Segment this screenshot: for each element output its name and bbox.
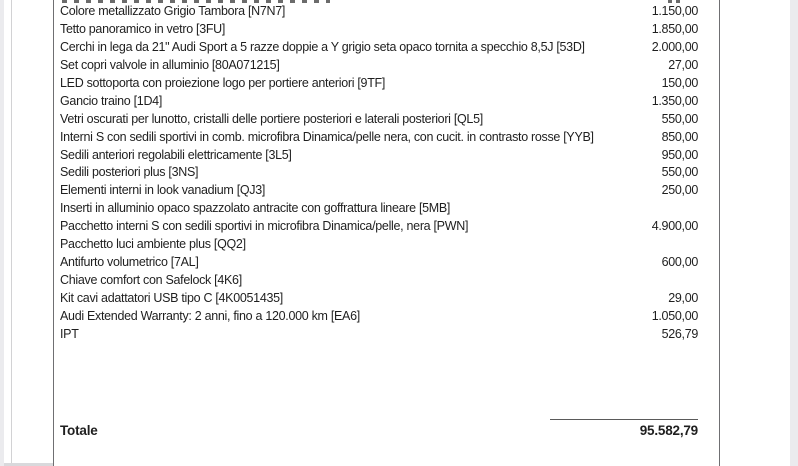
option-price: 600,00 (661, 255, 698, 270)
table-row (60, 254, 698, 272)
table-row (60, 326, 698, 344)
table-row (60, 75, 698, 93)
option-price: 550,00 (661, 165, 698, 180)
options-table (60, 3, 698, 344)
viewport-edge-right (790, 0, 798, 466)
option-price: 526,79 (661, 326, 698, 341)
option-label: Tetto panoramico in vetro [3FU] (60, 21, 226, 36)
option-price: 550,00 (661, 111, 698, 126)
table-row (60, 3, 698, 21)
option-label: Pacchetto interni S con sedili sportivi in microfibra Dinamica/pelle, nera [PWN] (60, 219, 469, 234)
option-label: Inserti in alluminio opaco spazzolato antracite con goffrattura lineare [5MB] (60, 201, 451, 216)
total-row (60, 423, 698, 438)
total-rule (550, 419, 698, 420)
option-label: Interni S con sedili sportivi in comb. microfibra Dinamica/pelle nera, con cucit. in contrasto rosse [YYB] (60, 129, 594, 144)
option-label: Set copri valvole in alluminio [80A071215] (60, 57, 280, 72)
table-row (60, 200, 698, 218)
table-row (60, 57, 698, 75)
option-label: Elementi interni in look vanadium [QJ3] (60, 183, 266, 198)
page-border-line (11, 0, 12, 466)
option-label: Cerchi in lega da 21" Audi Sport a 5 razze doppie a Y grigio seta opaco tornita a specchio 8,5J [53D] (60, 39, 585, 54)
table-column-rule-left (53, 0, 54, 466)
option-label: Audi Extended Warranty: 2 anni, fino a 120.000 km [EA6] (60, 308, 360, 323)
table-row (60, 182, 698, 200)
option-price: 1.350,00 (651, 93, 698, 108)
total-label: Totale (60, 423, 98, 438)
option-price: 2.000,00 (651, 39, 698, 54)
table-row (60, 21, 698, 39)
option-price: 1.150,00 (651, 4, 698, 18)
option-label: Sedili posteriori plus [3NS] (60, 165, 199, 180)
option-price: 1.850,00 (651, 21, 698, 36)
option-label: Antifurto volumetrico [7AL] (60, 255, 199, 270)
option-label: LED sottoporta con proiezione logo per portiere anteriori [9TF] (60, 75, 386, 90)
option-label: IPT (60, 326, 79, 341)
option-label: Pacchetto luci ambiente plus [QQ2] (60, 237, 246, 252)
viewport-edge-left (0, 0, 4, 466)
option-label: Colore metallizzato Grigio Tambora [N7N7] (60, 4, 286, 18)
option-price: 1.050,00 (651, 308, 698, 323)
table-column-rule-right (719, 0, 720, 466)
table-row (60, 272, 698, 290)
table-row (60, 164, 698, 182)
table-row (60, 39, 698, 57)
total-value: 95.582,79 (639, 423, 698, 438)
table-row (60, 129, 698, 147)
option-label: Gancio traino [1D4] (60, 93, 162, 108)
option-price: 27,00 (668, 57, 698, 72)
option-price: 950,00 (661, 147, 698, 162)
table-row (60, 290, 698, 308)
option-label: Sedili anteriori regolabili elettricamente [3L5] (60, 147, 292, 162)
table-row (60, 236, 698, 254)
option-price: 150,00 (661, 75, 698, 90)
option-label: Kit cavi adattatori USB tipo C [4K0051435] (60, 291, 283, 305)
option-label: Chiave comfort con Safelock [4K6] (60, 273, 242, 288)
option-label: Vetri oscurati per lunotto, cristalli delle portiere posteriori e laterali posteriori [QL5] (60, 111, 483, 126)
table-row (60, 308, 698, 326)
table-row (60, 93, 698, 111)
table-row (60, 218, 698, 236)
table-row (60, 111, 698, 129)
option-price: 4.900,00 (651, 219, 698, 234)
table-row (60, 147, 698, 165)
option-price: 29,00 (668, 291, 698, 305)
option-price: 850,00 (661, 129, 698, 144)
option-price: 250,00 (661, 183, 698, 198)
